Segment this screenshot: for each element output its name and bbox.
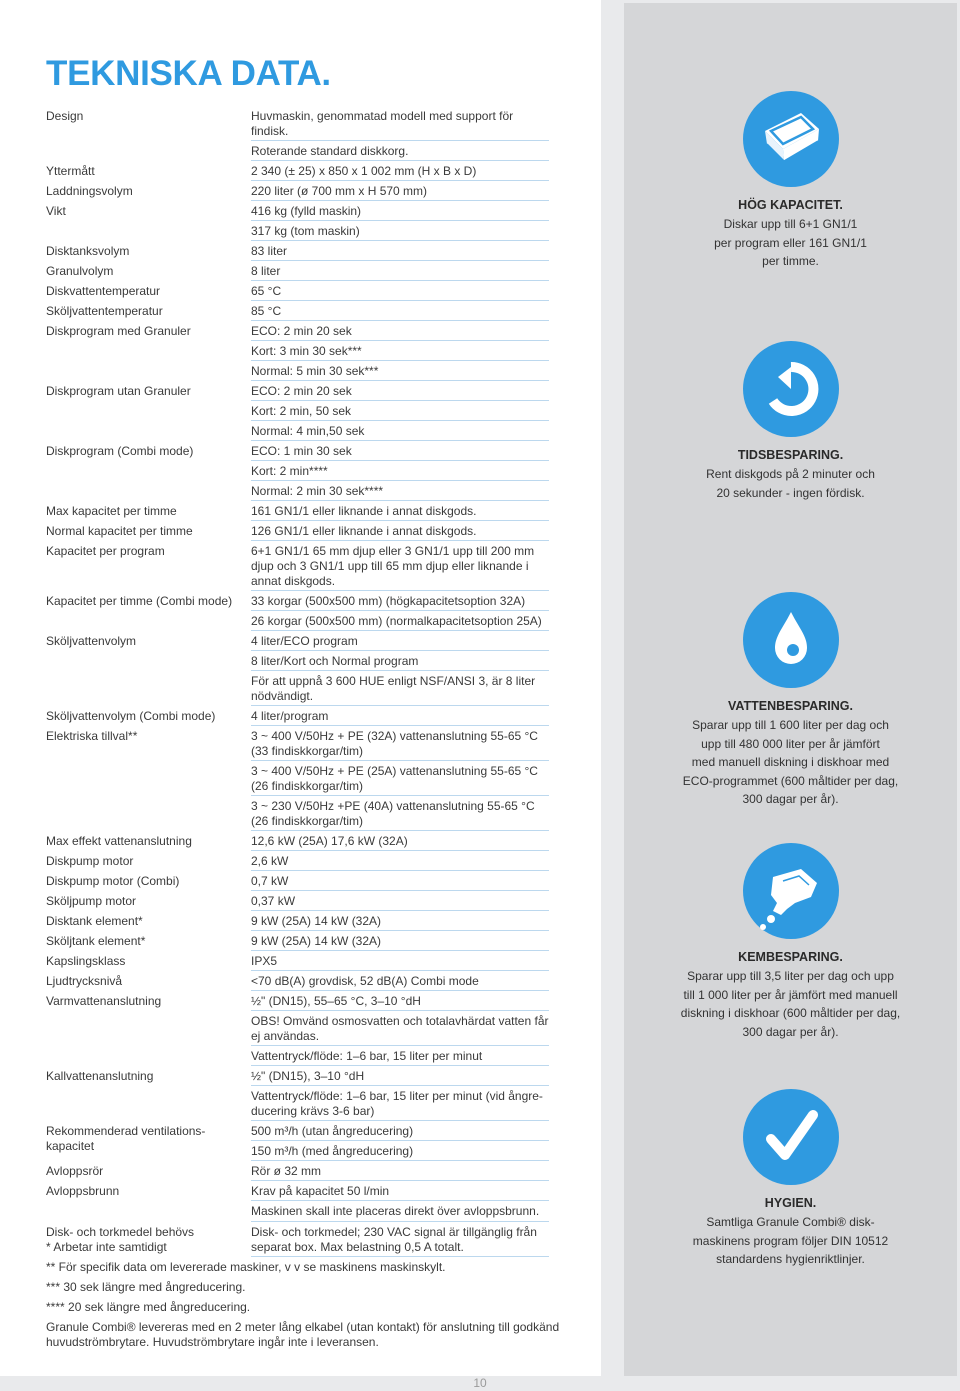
feature-hog-kapacitet bbox=[624, 91, 957, 271]
spec-row bbox=[46, 631, 549, 706]
spec-values bbox=[251, 1181, 549, 1222]
footnotes bbox=[46, 1240, 566, 1355]
spec-values bbox=[251, 1121, 549, 1161]
spec-values bbox=[251, 106, 549, 161]
spec-row bbox=[46, 441, 549, 501]
spec-row bbox=[46, 911, 549, 931]
spec-row bbox=[46, 181, 549, 201]
spec-value: 0,7 kW bbox=[251, 871, 549, 891]
spec-value: ECO: 2 min 20 sek bbox=[251, 321, 549, 341]
spec-row bbox=[46, 201, 549, 241]
spec-value: 0,37 kW bbox=[251, 891, 549, 911]
spec-values bbox=[251, 381, 549, 441]
spec-value: 2 340 (± 25) x 850 x 1 002 mm (H x B x D) bbox=[251, 161, 549, 181]
gn-tray-icon bbox=[743, 91, 839, 187]
spec-row bbox=[46, 1121, 549, 1161]
water-drop-icon bbox=[743, 592, 839, 688]
footnote: ** För specifik data om levererade maskiner, v v se maskinens maskinskylt. bbox=[46, 1260, 446, 1274]
footnote: *** 30 sek längre med ångreducering. bbox=[46, 1280, 246, 1294]
spec-label: Design bbox=[46, 109, 84, 123]
spec-row bbox=[46, 931, 549, 951]
spec-row bbox=[46, 971, 549, 991]
spec-value: 9 kW (25A) 14 kW (32A) bbox=[251, 911, 549, 931]
spec-label: Sköljpump motor bbox=[46, 894, 137, 908]
spec-values bbox=[251, 521, 549, 541]
spec-values bbox=[251, 1161, 549, 1181]
feature-desc-line: med manuell diskning i diskhoar med bbox=[691, 755, 890, 769]
spec-values bbox=[251, 1066, 549, 1121]
spec-value: 26 korgar (500x500 mm) (normalkapacitetsoption 25A) bbox=[251, 611, 549, 631]
spec-label: Granulvolym bbox=[46, 264, 114, 278]
spec-label: Diskpump motor (Combi) bbox=[46, 874, 180, 888]
spec-row bbox=[46, 106, 549, 161]
spec-value: 9 kW (25A) 14 kW (32A) bbox=[251, 931, 549, 951]
spec-row bbox=[46, 381, 549, 441]
spec-value: 416 kg (fylld maskin) bbox=[251, 201, 549, 221]
spec-row bbox=[46, 161, 549, 181]
spec-row bbox=[46, 726, 549, 831]
spec-value: 8 liter bbox=[251, 261, 549, 281]
spec-row bbox=[46, 301, 549, 321]
spec-value: 3 ~ 400 V/50Hz + PE (25A) vattenanslutning 55-65 °C (26 findiskkorgar/tim) bbox=[251, 761, 549, 796]
spec-value: Kort: 2 min, 50 sek bbox=[251, 401, 549, 421]
feature-description bbox=[624, 716, 957, 809]
spec-values bbox=[251, 541, 549, 591]
spec-value: 65 °C bbox=[251, 281, 549, 301]
spec-row bbox=[46, 706, 549, 726]
spec-value: ECO: 1 min 30 sek bbox=[251, 441, 549, 461]
spec-row bbox=[46, 591, 549, 631]
spec-label: Diskvattentemperatur bbox=[46, 284, 161, 298]
spec-value: 126 GN1/1 eller liknande i annat diskgods. bbox=[251, 521, 549, 541]
spec-row bbox=[46, 991, 549, 1066]
spec-row bbox=[46, 1066, 549, 1121]
spec-value: 2,6 kW bbox=[251, 851, 549, 871]
feature-desc-line: per program eller 161 GN1/1 bbox=[714, 235, 867, 250]
feature-desc-line: 20 sekunder - ingen fördisk. bbox=[716, 485, 865, 500]
feature-desc-line: Samtliga Granule Combi® disk- bbox=[706, 1215, 875, 1229]
feature-desc-line: ECO-programmet (600 måltider per dag, bbox=[682, 773, 899, 788]
spec-label: Kapacitet per timme (Combi mode) bbox=[46, 594, 233, 608]
spec-value: 161 GN1/1 eller liknande i annat diskgods. bbox=[251, 501, 549, 521]
feature-kembesparing bbox=[624, 843, 957, 1041]
spec-value: Kort: 3 min 30 sek*** bbox=[251, 341, 549, 361]
spec-value: ½" (DN15), 55–65 °C, 3–10 °dH bbox=[251, 991, 549, 1011]
timer-icon bbox=[743, 341, 839, 437]
checkmark-icon bbox=[743, 1089, 839, 1185]
spec-row bbox=[46, 871, 549, 891]
spec-label: Avloppsbrunn bbox=[46, 1184, 120, 1198]
spec-value: Krav på kapacitet 50 l/min bbox=[251, 1181, 549, 1201]
spec-label: Sköljvattenvolym bbox=[46, 634, 137, 648]
spec-values bbox=[251, 931, 549, 951]
spec-value: Huvmaskin, genommatad modell med support för findisk. bbox=[251, 106, 549, 141]
spec-value: Roterande standard diskkorg. bbox=[251, 141, 549, 161]
feature-desc-line: Diskar upp till 6+1 GN1/1 bbox=[723, 217, 858, 231]
spec-values bbox=[251, 261, 549, 281]
spec-row bbox=[46, 1181, 549, 1222]
spec-values bbox=[251, 591, 549, 631]
spec-values bbox=[251, 851, 549, 871]
feature-desc-line: Sparar upp till 3,5 liter per dag och upp bbox=[687, 969, 894, 983]
spec-values bbox=[251, 951, 549, 971]
spec-table bbox=[46, 106, 549, 1257]
spec-label: Sköljvattenvolym (Combi mode) bbox=[46, 709, 216, 723]
feature-desc-line: standardens hygienriktlinjer. bbox=[716, 1252, 865, 1266]
spec-row bbox=[46, 541, 549, 591]
spec-values bbox=[251, 181, 549, 201]
spec-label: Laddningsvolym bbox=[46, 184, 133, 198]
spec-values bbox=[251, 871, 549, 891]
spec-values bbox=[251, 501, 549, 521]
spec-label: Ljudtrycksnivå bbox=[46, 974, 123, 988]
spec-label: Kallvattenanslutning bbox=[46, 1069, 154, 1083]
spec-row bbox=[46, 501, 549, 521]
spec-value: Maskinen skall inte placeras direkt över avloppsbrunn. bbox=[251, 1201, 549, 1222]
spec-label: Sköljtank element* bbox=[46, 934, 146, 948]
spec-label: Disktank element* bbox=[46, 914, 143, 928]
spec-value: 12,6 kW (25A) 17,6 kW (32A) bbox=[251, 831, 549, 851]
spec-values bbox=[251, 911, 549, 931]
spec-value: 33 korgar (500x500 mm) (högkapacitetsoption 32A) bbox=[251, 591, 549, 611]
spec-value: 317 kg (tom maskin) bbox=[251, 221, 549, 241]
detergent-bottle-icon bbox=[743, 843, 839, 939]
spec-label: Avloppsrör bbox=[46, 1164, 104, 1178]
feature-title: HÖG KAPACITET. bbox=[738, 198, 843, 212]
spec-values bbox=[251, 726, 549, 831]
feature-title: VATTENBESPARING. bbox=[727, 699, 853, 713]
spec-value: 4 liter/ECO program bbox=[251, 631, 549, 651]
spec-row bbox=[46, 1161, 549, 1181]
spec-value: Rör ø 32 mm bbox=[251, 1161, 549, 1181]
spec-label: Yttermått bbox=[46, 164, 95, 178]
spec-value: 4 liter/program bbox=[251, 706, 549, 726]
spec-label: Varmvattenanslutning bbox=[46, 994, 162, 1008]
spec-value: OBS! Omvänd osmosvatten och totalavhärdat vatten får ej användas. bbox=[251, 1011, 549, 1046]
spec-values bbox=[251, 321, 549, 381]
feature-description bbox=[624, 967, 957, 1041]
spec-label: Diskpump motor bbox=[46, 854, 134, 868]
spec-label: Diskprogram utan Granuler bbox=[46, 384, 191, 398]
spec-value: 150 m³/h (med ångreducering) bbox=[251, 1141, 549, 1161]
spec-label: Kapslingsklass bbox=[46, 954, 126, 968]
spec-value: 3 ~ 400 V/50Hz + PE (32A) vattenanslutning 55-65 °C (33 findiskkorgar/tim) bbox=[251, 726, 549, 761]
spec-values bbox=[251, 281, 549, 301]
spec-value: 3 ~ 230 V/50Hz +PE (40A) vattenanslutning 55-65 °C (26 findiskkorgar/tim) bbox=[251, 796, 549, 831]
spec-label: Diskprogram (Combi mode) bbox=[46, 444, 194, 458]
spec-value: Vattentryck/flöde: 1–6 bar, 15 liter per minut (vid ångre-ducering krävs 3-6 bar) bbox=[251, 1086, 549, 1121]
spec-values bbox=[251, 706, 549, 726]
spec-values bbox=[251, 301, 549, 321]
feature-title: KEMBESPARING. bbox=[738, 950, 843, 964]
footnote: * Arbetar inte samtidigt bbox=[46, 1240, 167, 1254]
feature-desc-line: Sparar upp till 1 600 liter per dag och bbox=[692, 718, 889, 732]
spec-value: 500 m³/h (utan ångreducering) bbox=[251, 1121, 549, 1141]
spec-label: Normal kapacitet per timme bbox=[46, 524, 193, 538]
feature-title: HYGIEN. bbox=[764, 1196, 817, 1210]
spec-values bbox=[251, 831, 549, 851]
spec-row bbox=[46, 321, 549, 381]
spec-row bbox=[46, 851, 549, 871]
spec-value: Normal: 2 min 30 sek**** bbox=[251, 481, 549, 501]
spec-label: Disktanksvolym bbox=[46, 244, 130, 258]
feature-tidsbesparing bbox=[624, 341, 957, 502]
spec-values bbox=[251, 441, 549, 501]
spec-value: 220 liter (ø 700 mm x H 570 mm) bbox=[251, 181, 549, 201]
spec-label: Elektriska tillval** bbox=[46, 729, 138, 743]
spec-value: Kort: 2 min**** bbox=[251, 461, 549, 481]
spec-row bbox=[46, 241, 549, 261]
feature-desc-line: maskinens program följer DIN 10512 bbox=[692, 1233, 889, 1248]
spec-value: 8 liter/Kort och Normal program bbox=[251, 651, 549, 671]
feature-description bbox=[624, 215, 957, 271]
spec-value: IPX5 bbox=[251, 951, 549, 971]
spec-row bbox=[46, 891, 549, 911]
feature-desc-line: upp till 480 000 liter per år jämfört bbox=[701, 736, 880, 751]
spec-label: Rekommenderad ventilations-kapacitet bbox=[46, 1124, 206, 1153]
spec-values bbox=[251, 161, 549, 181]
spec-values bbox=[251, 241, 549, 261]
spec-label: Max kapacitet per timme bbox=[46, 504, 177, 518]
spec-label: Vikt bbox=[46, 204, 66, 218]
spec-values bbox=[251, 991, 549, 1066]
spec-value: Vattentryck/flöde: 1–6 bar, 15 liter per minut bbox=[251, 1046, 549, 1066]
spec-row bbox=[46, 951, 549, 971]
spec-values bbox=[251, 971, 549, 991]
spec-value: 83 liter bbox=[251, 241, 549, 261]
feature-hygien bbox=[624, 1089, 957, 1269]
spec-value: <70 dB(A) grovdisk, 52 dB(A) Combi mode bbox=[251, 971, 549, 991]
spec-value: ECO: 2 min 20 sek bbox=[251, 381, 549, 401]
spec-value: Normal: 4 min,50 sek bbox=[251, 421, 549, 441]
spec-row bbox=[46, 261, 549, 281]
spec-label: Disk- och torkmedel behövs bbox=[46, 1225, 195, 1239]
feature-desc-line: per timme. bbox=[762, 254, 819, 268]
spec-value: För att uppnå 3 600 HUE enligt NSF/ANSI 3, är 8 liter nödvändigt. bbox=[251, 671, 549, 706]
spec-value: Normal: 5 min 30 sek*** bbox=[251, 361, 549, 381]
spec-value: 85 °C bbox=[251, 301, 549, 321]
spec-row bbox=[46, 521, 549, 541]
spec-label: Max effekt vattenanslutning bbox=[46, 834, 192, 848]
feature-desc-line: 300 dagar per år). bbox=[742, 1024, 839, 1039]
page-number: 10 bbox=[473, 1376, 487, 1390]
footnote: Granule Combi® levereras med en 2 meter lång elkabel (utan kontakt) för anslutning till godkänd huvudströmbrytare. Huvudströmbrytare ingår inte i leveransen. bbox=[46, 1320, 560, 1349]
spec-row bbox=[46, 281, 549, 301]
spec-values bbox=[251, 201, 549, 241]
feature-title: TIDSBESPARING. bbox=[737, 448, 844, 462]
feature-vattenbesparing bbox=[624, 592, 957, 809]
spec-values bbox=[251, 631, 549, 706]
spec-label: Kapacitet per program bbox=[46, 544, 165, 558]
spec-value: 6+1 GN1/1 65 mm djup eller 3 GN1/1 upp till 200 mm djup och 3 GN1/1 upp till 65 mm djup eller liknande i annat diskgods. bbox=[251, 541, 549, 591]
spec-label: Diskprogram med Granuler bbox=[46, 324, 191, 338]
page-title: TEKNISKA DATA. bbox=[46, 54, 331, 93]
feature-description bbox=[624, 1213, 957, 1269]
feature-description bbox=[624, 465, 957, 502]
spec-values bbox=[251, 891, 549, 911]
spec-row bbox=[46, 831, 549, 851]
footnote: **** 20 sek längre med ångreducering. bbox=[46, 1300, 251, 1314]
spec-value: Disk- och torkmedel; 230 VAC signal är tillgänglig från separat box. Max belastning 0,5 A totalt. bbox=[251, 1222, 549, 1257]
spec-label: Sköljvattentemperatur bbox=[46, 304, 163, 318]
feature-desc-line: Rent diskgods på 2 minuter och bbox=[706, 467, 875, 481]
spec-value: ½" (DN15), 3–10 °dH bbox=[251, 1066, 549, 1086]
feature-desc-line: 300 dagar per år). bbox=[742, 792, 839, 806]
feature-desc-line: diskning i diskhoar (600 måltider per dag, bbox=[680, 1006, 901, 1020]
feature-desc-line: till 1 000 liter per år jämfört med manuell bbox=[683, 987, 898, 1002]
